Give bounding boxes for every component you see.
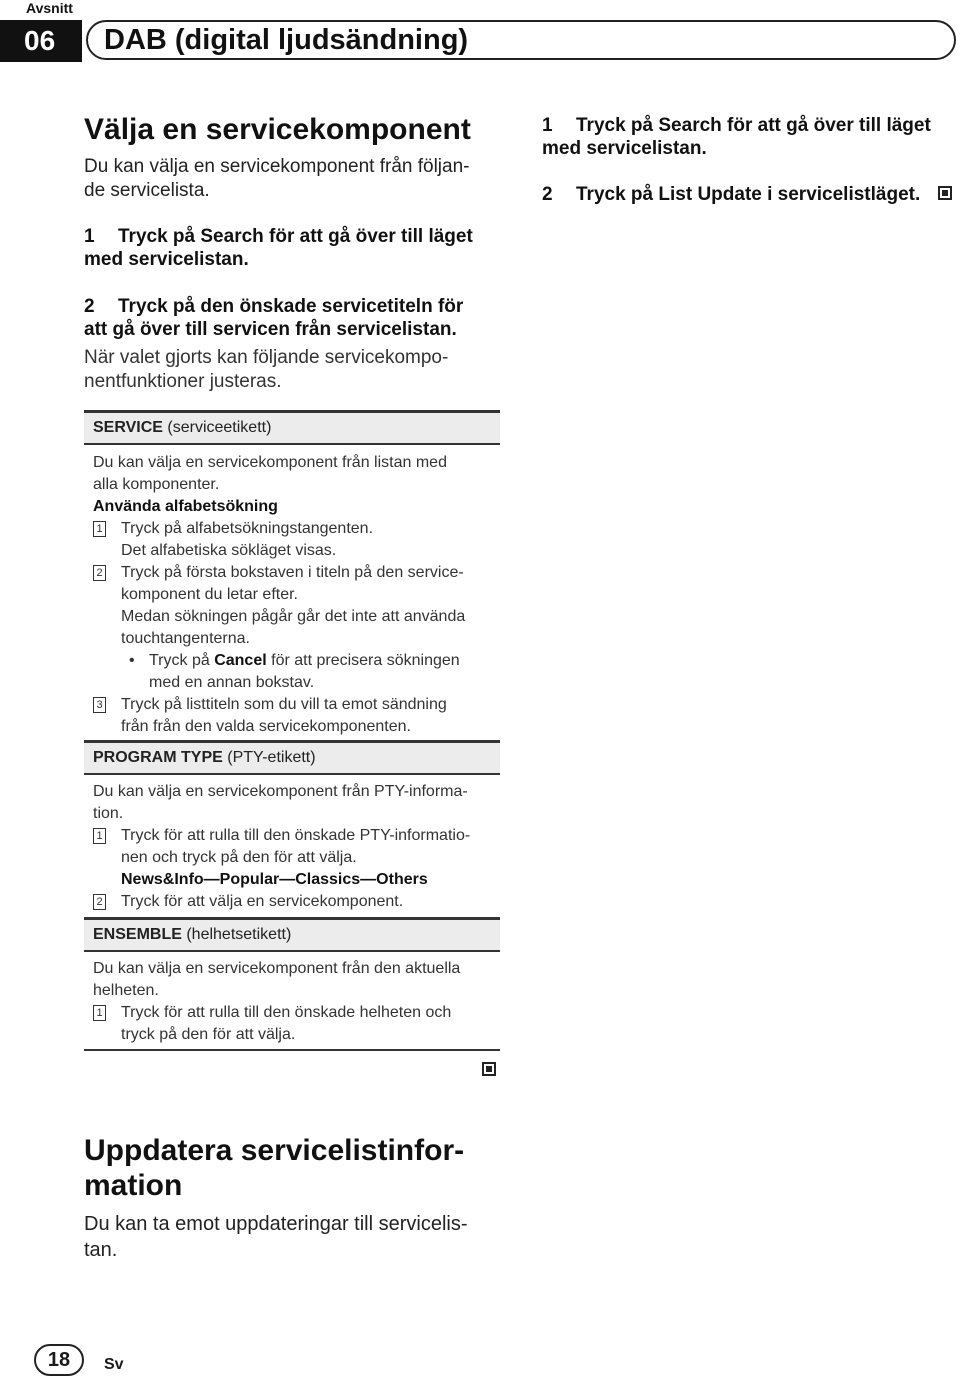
step-1: 1 Tryck på Search för att gå över till läget med servicelistan.	[84, 226, 473, 270]
section-intro: Du kan välja en servicekomponent från följan- de servicelista.	[84, 156, 470, 201]
page-number: 18	[34, 1344, 84, 1376]
pty-box-body: Du kan välja en servicekomponent från PTY-informa- tion. 1 Tryck för att rulla till den önskade PTY-informatio- nen och tryck på den för att välja. News&Info—Popular—Classics—Others 2 Tryck för att välja en servicekomponent.	[93, 783, 471, 910]
divider	[84, 773, 500, 775]
bullet-icon: •	[129, 652, 135, 669]
ensemble-box-header: ENSEMBLE (helhetsetikett)	[84, 917, 500, 950]
ensemble-box-body: Du kan välja en servicekomponent från den aktuella helheten. 1 Tryck för att rulla till den önskade helheten och tryck på den för att välja.	[93, 960, 461, 1043]
language-code: Sv	[104, 1356, 124, 1373]
step-number-box: 2	[93, 894, 106, 910]
step-number-box: 1	[93, 828, 106, 844]
section-number: 06	[0, 20, 82, 62]
step-2-note: När valet gjorts kan följande servicekompo- nentfunktioner justeras.	[84, 347, 449, 392]
service-box-body: Du kan välja en servicekomponent från listan med alla komponenter. Använda alfabetsökning 1 Tryck på alfabetsökningstangenten. Det alfabetiska sökläget visas. 2 Tryck på första bokstaven i titeln på den service- komponent du letar efter. Medan sökningen pågår går det inte att använda touchtangenterna. • Tryck på Cancel för att precisera sökningen med en annan bokstav. 3 Tryck på listtiteln som du vill ta emot sändning från från den valda servicekomponenten.	[93, 452, 493, 738]
service-box-header: SERVICE (serviceetikett)	[84, 410, 500, 443]
step-number-box: 1	[93, 1005, 106, 1021]
step-number: 1	[542, 115, 553, 136]
bullet-item: • Tryck på Cancel för att precisera sökningen	[93, 650, 493, 672]
right-step-2: 2 Tryck på List Update i servicelistläget.	[542, 184, 921, 205]
section-heading-2: Uppdatera servicelistinfor- mation	[84, 1134, 465, 1202]
step-number-box: 2	[93, 565, 106, 581]
divider	[84, 1049, 500, 1051]
step-number: 1	[84, 226, 95, 247]
divider	[84, 950, 500, 952]
divider	[84, 443, 500, 445]
step-number: 2	[542, 184, 553, 205]
end-of-section-icon	[482, 1062, 496, 1076]
pty-box-header: PROGRAM TYPE (PTY-etikett)	[84, 740, 500, 773]
subheading: Använda alfabetsökning	[93, 498, 278, 515]
pty-sequence: News&Info—Popular—Classics—Others	[121, 871, 428, 888]
end-of-section-icon	[938, 186, 952, 200]
step-number-box: 3	[93, 697, 106, 713]
section-heading: Välja en servicekomponent	[84, 113, 471, 146]
step-number: 2	[84, 296, 95, 317]
step-2: 2 Tryck på den önskade servicetiteln för att gå över till servicen från servicelistan.	[84, 296, 464, 340]
section-intro-2: Du kan ta emot uppdateringar till servicelis- tan.	[84, 1213, 468, 1261]
right-step-1: 1 Tryck på Search för att gå över till läget med servicelistan.	[542, 115, 931, 159]
chapter-title: DAB (digital ljudsändning)	[104, 24, 469, 56]
step-number-box: 1	[93, 521, 106, 537]
section-label: Avsnitt	[26, 0, 73, 16]
